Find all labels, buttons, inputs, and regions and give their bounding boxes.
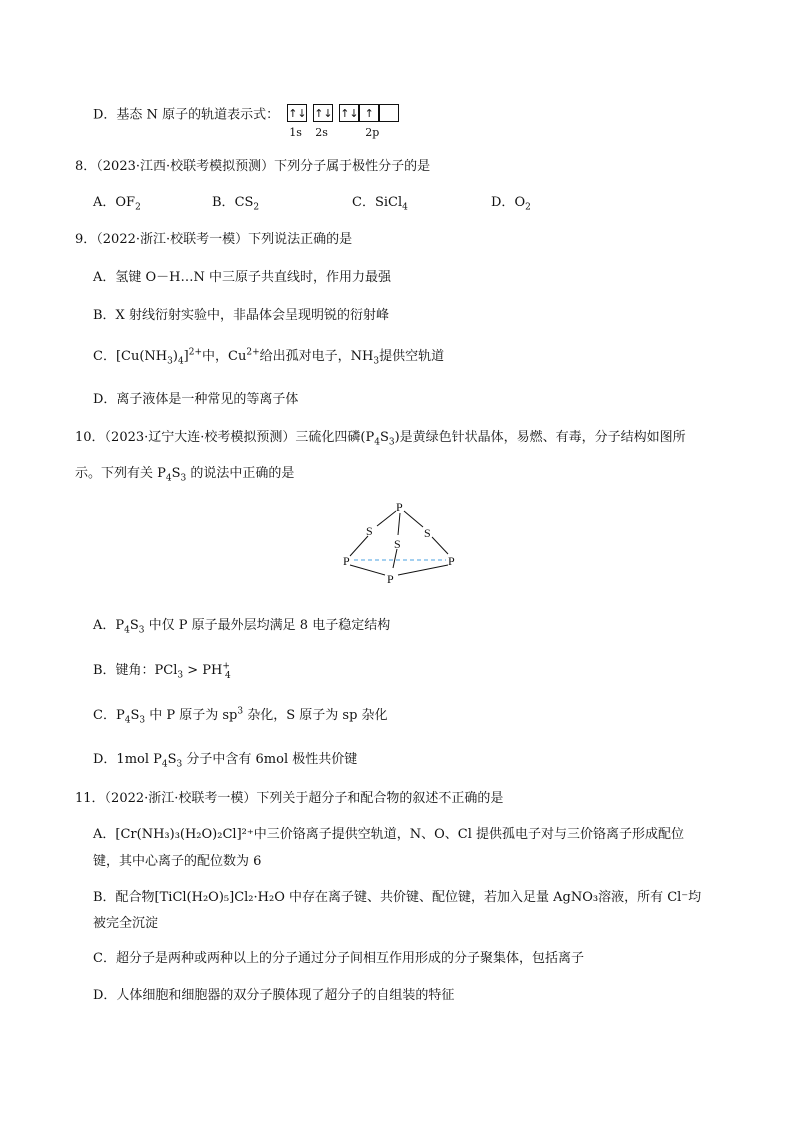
q8-option-a: A．$OF_2$	[93, 195, 141, 213]
atom-p-left: P	[343, 554, 350, 568]
atom-s-middle: S	[394, 537, 401, 551]
q10-option-c: C．$P_4S_3$ 中 P 原子为 $sp^3$ 杂化，S 原子为 sp 杂化	[93, 706, 388, 726]
orbital-box-2p-2: ↑	[359, 104, 379, 122]
orbital-box-2s: ↑↓	[313, 104, 333, 122]
orbital-box-2p-3	[379, 104, 399, 122]
p4s3-structure-diagram	[330, 497, 470, 597]
q11-stem: 11．（2022·浙江·校联考一模）下列关于超分子和配合物的叙述不正确的是	[75, 791, 504, 806]
q11-option-c: C．超分子是两种或两种以上的分子通过分子间相互作用形成的分子聚集体，包括离子	[93, 951, 584, 966]
atom-s-right: S	[424, 526, 431, 540]
q11-option-b-line1: B．配合物[TiCl(H₂O)₅]Cl₂·H₂O 中存在离子键、共价键、配位键，若加入足量 AgNO₃溶液，所有 Cl⁻均	[93, 890, 702, 905]
q10-stem-line2: 示。下列有关 $P_4S_3$ 的说法中正确的是	[75, 466, 295, 484]
orbital-label-1s: 1s	[289, 126, 302, 139]
atom-p-top: P	[396, 500, 403, 514]
q7-option-d	[93, 106, 399, 139]
q8-option-d: D．$O_2$	[491, 195, 531, 213]
atom-s-left: S	[366, 524, 373, 538]
orbital-label-2s: 2s	[315, 126, 328, 139]
q9-option-d: D．离子液体是一种常见的等离子体	[93, 392, 299, 407]
q10-option-b: B．键角：$PCl_3 > PH^+_4$	[93, 661, 231, 681]
orbital-box-2p-1: ↑↓	[339, 104, 359, 122]
q8-option-c: C．SiCl$_4$	[352, 195, 408, 213]
q9-option-a: A．氢键 O－H…N 中三原子共直线时，作用力最强	[93, 270, 392, 285]
atom-p-bottom: P	[387, 572, 394, 586]
q9-option-c: C．$[Cu(NH_3)_4]^{2+}$中，$Cu^{2+}$给出孤对电子，$NH_3$提供空轨道	[93, 347, 445, 367]
q8-stem: 8．（2023·江西·校联考模拟预测）下列分子属于极性分子的是	[75, 159, 431, 174]
q11-option-a-line2: 键，其中心离子的配位数为 6	[93, 854, 262, 869]
q11-option-d: D．人体细胞和细胞器的双分子膜体现了超分子的自组装的特征	[93, 988, 455, 1003]
q7-option-d-text: D．基态 N 原子的轨道表示式：	[93, 107, 280, 123]
q9-stem: 9．（2022·浙江·校联考一模）下列说法正确的是	[75, 232, 353, 247]
q9-option-b: B．X 射线衍射实验中，非晶体会呈现明锐的衍射峰	[93, 308, 389, 323]
orbital-diagram	[287, 104, 399, 139]
q10-option-a: A．$P_4S_3$ 中仅 P 原子最外层均满足 8 电子稳定结构	[93, 618, 391, 636]
q11-option-b-line2: 被完全沉淀	[93, 916, 159, 931]
q10-option-d: D．1mol $P_4S_3$ 分子中含有 6mol 极性共价键	[93, 752, 358, 770]
orbital-box-1s: ↑↓	[287, 104, 307, 122]
q10-stem-line1: 10．（2023·辽宁大连·校考模拟预测）三硫化四磷$(P_4S_3)$是黄绿色针状晶体，易燃、有毒，分子结构如图所	[75, 430, 686, 448]
q8-option-b: B．$CS_2$	[212, 195, 260, 213]
orbital-label-2p: 2p	[365, 126, 380, 139]
atom-p-right: P	[448, 554, 455, 568]
q11-option-a-line1: A．[Cr(NH₃)₃(H₂O)₂Cl]²⁺中三价铬离子提供空轨道，N、O、Cl 提供孤电子对与三价铬离子形成配位	[93, 827, 684, 842]
